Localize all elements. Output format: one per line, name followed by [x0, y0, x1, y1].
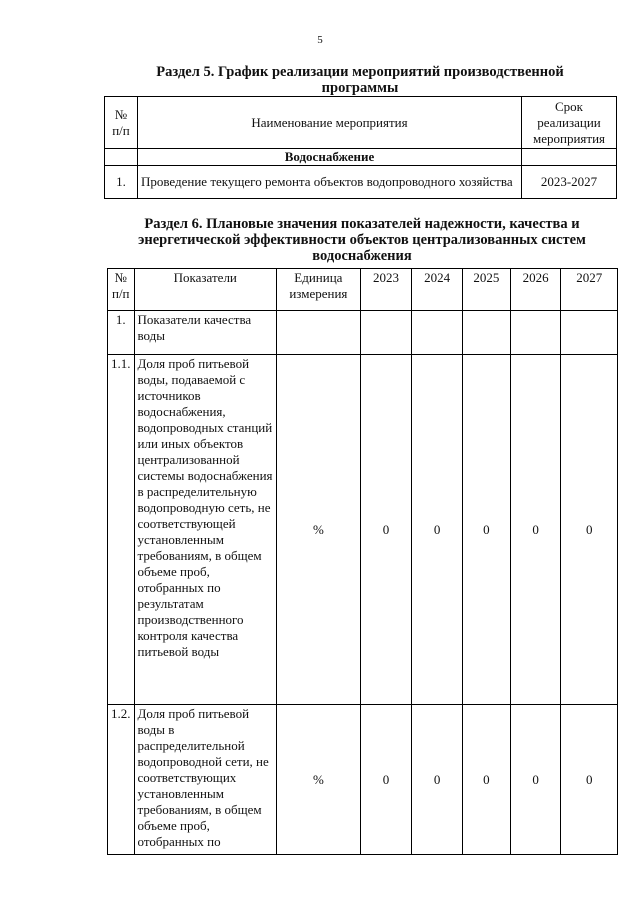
table-row [108, 705, 618, 855]
row-indicator: Доля проб питьевой воды в распределительной водопроводной сети, не соответствующих установленным требованиям, в общем объеме проб, отобранных по [134, 705, 277, 855]
row-value-2026: 0 [510, 355, 561, 705]
group-empty-cell [105, 149, 138, 166]
row-value-2025: 0 [463, 355, 511, 705]
table-group-row [105, 149, 617, 166]
row-value-2023: 0 [360, 705, 412, 855]
row-value-2027: 0 [561, 355, 618, 705]
header-num: № п/п [108, 269, 135, 311]
row-value-2024 [412, 311, 463, 355]
row-unit [277, 311, 361, 355]
row-value-2025: 0 [463, 705, 511, 855]
row-num: 1. [108, 311, 135, 355]
header-name: Наименование мероприятия [137, 97, 521, 149]
section-5-table [104, 96, 617, 199]
header-term: Срок реализации мероприятия [522, 97, 617, 149]
row-value-2023 [360, 311, 412, 355]
header-2025: 2025 [463, 269, 511, 311]
row-value-2023: 0 [360, 355, 412, 705]
section-6-title-line1: Раздел 6. Плановые значения показателей надежности, качества и [144, 216, 580, 232]
table-row [108, 355, 618, 705]
page-number: 5 [317, 34, 323, 46]
row-num: 1.1. [108, 355, 135, 705]
section-6-title-line3: водоснабжения [312, 248, 412, 264]
header-indicator: Показатели [134, 269, 277, 311]
table-header-row [108, 269, 618, 311]
row-value-2026 [510, 311, 561, 355]
row-value-2027 [561, 311, 618, 355]
header-2027: 2027 [561, 269, 618, 311]
row-num: 1. [105, 166, 138, 199]
row-indicator: Показатели качества воды [134, 311, 277, 355]
row-name: Проведение текущего ремонта объектов водопроводного хозяйства [137, 166, 521, 199]
table-header-row [105, 97, 617, 149]
section-5-title [100, 64, 620, 96]
section-5-title-line1: Раздел 5. График реализации мероприятий производственной [156, 64, 564, 80]
group-label: Водоснабжение [137, 149, 521, 166]
section-5-title-line2: программы [321, 80, 399, 96]
row-value-2027: 0 [561, 705, 618, 855]
header-unit: Единица измерения [277, 269, 361, 311]
section-6-title [107, 216, 617, 264]
header-2026: 2026 [510, 269, 561, 311]
row-value-2026: 0 [510, 705, 561, 855]
section-6-table [107, 268, 618, 855]
header-2024: 2024 [412, 269, 463, 311]
row-value-2025 [463, 311, 511, 355]
row-num: 1.2. [108, 705, 135, 855]
table-row [105, 166, 617, 199]
table-row [108, 311, 618, 355]
row-unit: % [277, 705, 361, 855]
header-num: № п/п [105, 97, 138, 149]
section-6-title-line2: энергетической эффективности объектов централизованных систем [138, 232, 586, 248]
row-term: 2023-2027 [522, 166, 617, 199]
group-empty-cell [522, 149, 617, 166]
row-unit: % [277, 355, 361, 705]
row-value-2024: 0 [412, 355, 463, 705]
header-2023: 2023 [360, 269, 412, 311]
row-value-2024: 0 [412, 705, 463, 855]
row-indicator: Доля проб питьевой воды, подаваемой с источников водоснабжения, водопроводных станций или иных объектов централизованной системы водоснабжения в распределительную водопроводную сеть, не соответствующей установленным требованиям, в общем объеме проб, отобранных по результатам производственного контроля качества питьевой воды [134, 355, 277, 705]
